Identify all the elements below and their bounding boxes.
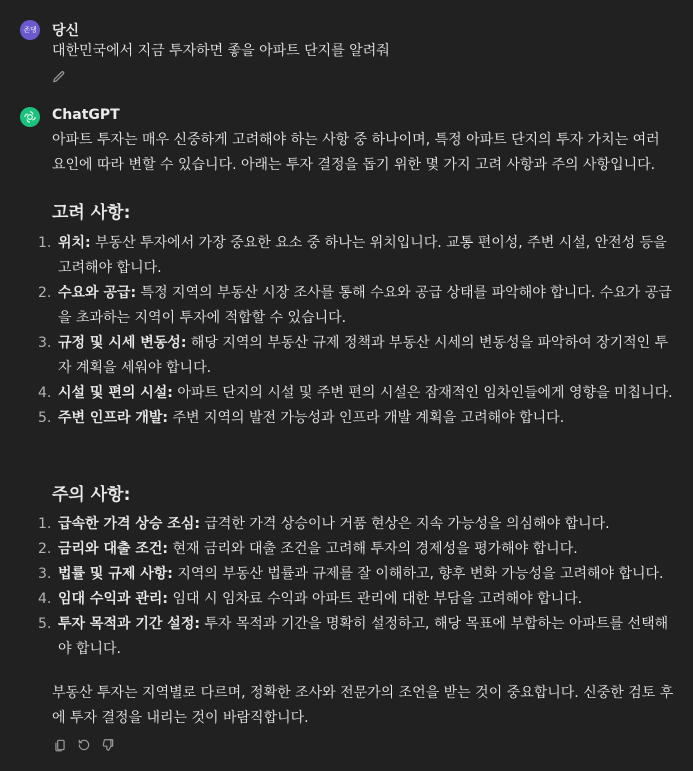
- list-item-title: 임대 수익과 관리:: [58, 591, 169, 607]
- list-item-title: 수요와 공급:: [58, 285, 137, 301]
- message-actions: [52, 737, 116, 753]
- list-item-number: 1.: [38, 516, 52, 532]
- list-item-number: 2.: [38, 541, 52, 557]
- list-item-text: 투자 목적과 기간을 명확히 설정하고, 해당 목표에 부합하는 아파트를 선택해야 합니다.: [58, 616, 669, 657]
- list-item-text: 지역의 부동산 법률과 규제를 잘 이해하고, 향후 변화 가능성을 고려해야 합니다.: [172, 566, 664, 582]
- copy-button[interactable]: [52, 737, 68, 753]
- user-name: 당신: [52, 23, 80, 39]
- user-message: 대한민국에서 지금 투자하면 좋을 아파트 단지를 알려줘: [52, 43, 390, 59]
- list-item-title: 법률 및 규제 사항:: [58, 566, 173, 582]
- dislike-button[interactable]: [100, 737, 116, 753]
- list-item-number: 2.: [38, 285, 52, 301]
- list-item-number: 5.: [38, 616, 52, 632]
- list-item: [34, 231, 677, 281]
- section-heading-considerations: 고려 사항:: [52, 203, 131, 223]
- regenerate-icon: [77, 738, 91, 752]
- thumbs-down-icon: [101, 738, 115, 752]
- list-item: [34, 512, 677, 537]
- assistant-closing: 부동산 투자는 지역별로 다르며, 정확한 조사와 전문가의 조언을 받는 것이 중요합니다. 신중한 검토 후에 투자 결정을 내리는 것이 바람직합니다.: [52, 685, 674, 726]
- list-item-title: 시설 및 편의 시설:: [58, 385, 173, 401]
- copy-icon: [53, 738, 67, 752]
- list-item: [34, 381, 677, 406]
- openai-logo-icon: [23, 110, 37, 124]
- list-item: [34, 537, 677, 562]
- list-item: [34, 281, 677, 331]
- edit-message-button[interactable]: [51, 69, 67, 85]
- list-item-text: 현재 금리와 대출 조건을 고려해 투자의 경제성을 평가해야 합니다.: [168, 541, 578, 557]
- list-item-text: 급격한 가격 상승이나 거품 현상은 지속 가능성을 의심해야 합니다.: [199, 516, 610, 532]
- assistant-avatar: [20, 107, 40, 127]
- list-item-text: 부동산 투자에서 가장 중요한 요소 중 하나는 위치입니다. 교통 편이성, 주변 시설, 안전성 등을 고려해야 합니다.: [58, 235, 667, 276]
- considerations-list: [34, 231, 677, 431]
- assistant-intro: 아파트 투자는 매우 신중하게 고려해야 하는 사항 중 하나이며, 특정 아파트 단지의 투자 가치는 여러 요인에 따라 변할 수 있습니다. 아래는 투자 결정을 돕기 위한 몇 가지 고려 사항과 주의 사항입니다.: [52, 132, 660, 173]
- cautions-list: [34, 512, 677, 662]
- list-item: [34, 612, 677, 662]
- assistant-name: ChatGPT: [52, 107, 120, 123]
- pencil-icon: [52, 70, 66, 84]
- list-item-title: 급속한 가격 상승 조심:: [58, 516, 200, 532]
- list-item-number: 3.: [38, 566, 52, 582]
- list-item-number: 4.: [38, 385, 52, 401]
- list-item-number: 1.: [38, 235, 52, 251]
- list-item-number: 3.: [38, 335, 52, 351]
- list-item-title: 주변 인프라 개발:: [58, 410, 169, 426]
- list-item: [34, 562, 677, 587]
- list-item-text: 아파트 단지의 시설 및 주변 편의 시설은 잠재적인 임차인들에게 영향을 미칩니다.: [172, 385, 673, 401]
- regenerate-button[interactable]: [76, 737, 92, 753]
- list-item-text: 주변 지역의 발전 가능성과 인프라 개발 계획을 고려해야 합니다.: [168, 410, 565, 426]
- section-heading-cautions: 주의 사항:: [52, 485, 131, 505]
- user-avatar: 존댕: [20, 20, 40, 40]
- list-item-title: 투자 목적과 기간 설정:: [58, 616, 200, 632]
- list-item-number: 4.: [38, 591, 52, 607]
- list-item-text: 해당 지역의 부동산 규제 정책과 부동산 시세의 변동성을 파악하여 장기적인 투자 계획을 세워야 합니다.: [58, 335, 669, 376]
- list-item: [34, 406, 677, 431]
- list-item-text: 임대 시 임차료 수익과 아파트 관리에 대한 부담을 고려해야 합니다.: [168, 591, 583, 607]
- list-item-title: 규정 및 시세 변동성:: [58, 335, 187, 351]
- list-item-number: 5.: [38, 410, 52, 426]
- list-item: [34, 331, 677, 381]
- list-item-text: 특정 지역의 부동산 시장 조사를 통해 수요와 공급 상태를 파악해야 합니다. 수요가 공급을 초과하는 지역이 투자에 적합할 수 있습니다.: [58, 285, 672, 326]
- list-item: [34, 587, 677, 612]
- list-item-title: 금리와 대출 조건:: [58, 541, 169, 557]
- list-item-title: 위치:: [58, 235, 91, 251]
